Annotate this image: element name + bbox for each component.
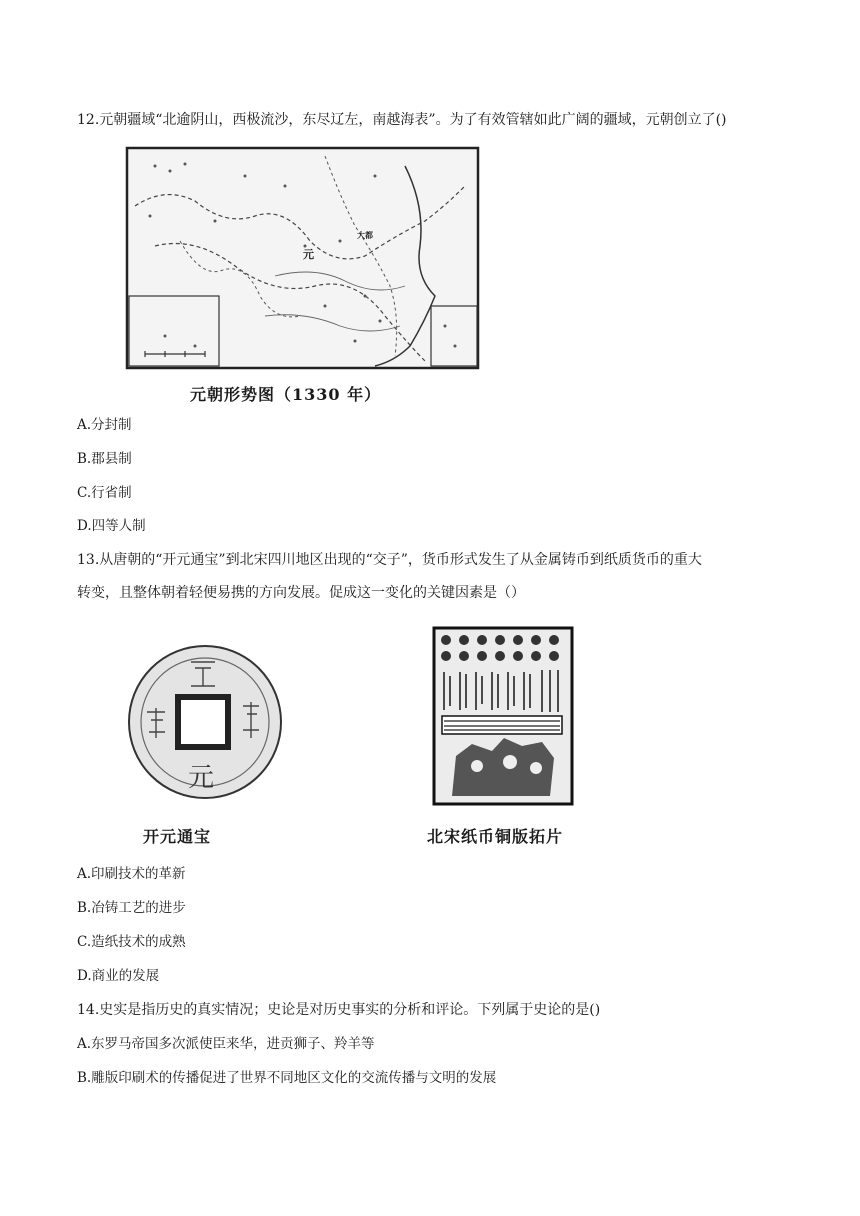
question-13-stem-line2: 转变，且整体朝着轻便易携的方向发展。促成这一变化的关键因素是（）	[77, 585, 525, 601]
q13-option-a[interactable]: A.印刷技术的革新	[77, 866, 186, 882]
q13-option-c[interactable]: C.造纸技术的成熟	[77, 934, 186, 950]
yuan-map-image	[125, 146, 480, 370]
q13-option-d[interactable]: D.商业的发展	[77, 968, 160, 984]
coin-glyph: 元	[188, 763, 215, 793]
song-paper-note-image	[432, 626, 574, 806]
q14-option-b[interactable]: B.雕版印刷术的传播促进了世界不同地区文化的交流传播与文明的发展	[77, 1070, 497, 1086]
map-label-yuan: 元	[303, 248, 314, 261]
coin-caption: 开元通宝	[143, 827, 212, 846]
q12-option-b[interactable]: B.郡县制	[77, 451, 132, 467]
q12-option-a[interactable]: A.分封制	[77, 417, 132, 433]
map-label-dadu: 大都	[357, 230, 373, 240]
question-13-stem-line1: 13.从唐朝的“开元通宝”到北宋四川地区出现的“交子”，货币形式发生了从金属铸币到纸质货币的重大	[77, 552, 702, 568]
kaiyuan-coin-image	[125, 642, 285, 802]
question-14-stem: 14.史实是指历史的真实情况；史论是对历史事实的分析和评论。下列属于史论的是()	[77, 1002, 601, 1018]
note-caption: 北宋纸币铜版拓片	[427, 827, 564, 846]
q14-option-a[interactable]: A.东罗马帝国多次派使臣来华，进贡狮子、羚羊等	[77, 1036, 375, 1052]
q12-option-c[interactable]: C.行省制	[77, 485, 132, 501]
question-12-stem: 12.元朝疆域“北逾阴山，西极流沙，东尽辽左，南越海表”。为了有效管辖如此广阔的疆域，元朝创立了()	[77, 112, 727, 128]
q13-option-b[interactable]: B.冶铸工艺的进步	[77, 900, 186, 916]
map-caption: 元朝形势图（1330 年）	[190, 385, 382, 404]
q12-option-d[interactable]: D.四等人制	[77, 518, 146, 534]
